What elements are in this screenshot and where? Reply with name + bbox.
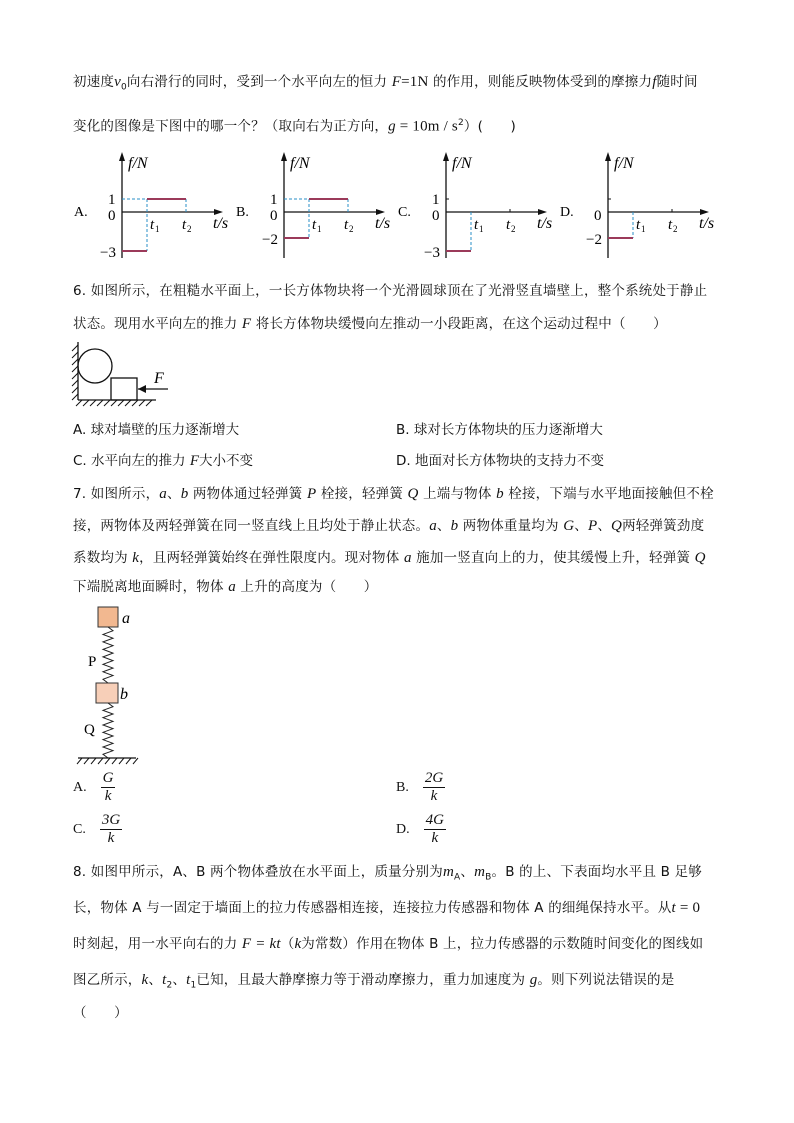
sub-A: A [454,872,461,883]
text: 两轻弹簧劲度 [622,518,705,534]
v0-sub: 0 [120,82,127,93]
option-label: D. [396,821,410,837]
text: 。则下列说法错误的是 [537,972,675,988]
label-a: a [122,610,130,627]
q8-line-4 [73,970,674,996]
sep: 、 [597,518,612,534]
text: 变化的图像是下图中的哪一个？（取向右为正方向， [73,118,389,135]
t1-sub: 1 [641,224,646,234]
text: 接，两物体及两轻弹簧在同一竖直线上且均处于静止状态。 [73,518,430,534]
denominator: k [107,830,115,846]
y-tick-label: 1 [432,192,440,208]
q6-line-1: 6. 如图所示，在粗糙水平面上，一长方体物块将一个光滑圆球顶在了光滑竖直墙壁上，整个系统处于静止 [73,283,708,299]
option-label: A. [74,205,88,220]
q7-option-C[interactable] [73,812,122,847]
f-symbol: f [652,74,657,90]
force-value: =1N [401,74,429,90]
sep: 、 [574,518,588,534]
arrow-head-icon [138,385,146,393]
numerator: 2G [424,770,444,786]
a-symbol: a [228,579,236,595]
sep: 、 [166,486,181,502]
graph-D-svg [556,148,726,263]
q7-option-A[interactable] [73,770,115,805]
text: 下端脱离地面瞬时，物体 [73,579,229,595]
fraction [100,812,122,847]
t1-label: t [474,217,479,233]
text: 将长方体物块缓慢向左推动一小段距离，在这个运动过程中（ ） [251,316,667,332]
F-symbol: F [241,936,252,952]
text: （ [280,936,295,952]
P-symbol: P [587,518,598,534]
y-tick-label: −2 [586,232,602,248]
ball [78,349,112,383]
text: 施加一竖直向上的力，使其缓慢上升，轻弹簧 [411,550,695,566]
option-label: A. [73,779,87,795]
t1-label: t [312,217,317,233]
force-label: F [154,370,164,387]
block [111,378,137,400]
y-axis-arrow-icon [443,152,449,161]
Q-symbol: Q [694,550,706,566]
fraction [424,812,446,847]
spring-figure [72,603,172,772]
text: 系数均为 [73,550,133,566]
g-value: = 10m / s [395,118,458,135]
F-symbol: F [241,316,252,332]
sep: 、 [436,518,451,534]
text: 两物体通过轻弹簧 [188,486,307,502]
wall-ball-block-svg [68,337,178,412]
option-label: D. [560,205,574,220]
numerator: G [102,770,114,786]
text: 8. 如图甲所示，A、B 两个物体叠放在水平面上，质量分别为 [73,864,443,880]
b-symbol: b [180,486,189,502]
q6-option-C[interactable] [73,451,253,471]
G-symbol: G [563,518,575,534]
y-tick-label: 0 [432,208,440,224]
wall-ball-block-figure [68,337,178,416]
t1-sub: 1 [317,224,322,234]
x-axis-label: t/s [213,215,229,232]
q7-line-4 [73,577,377,597]
y-axis-arrow-icon [119,152,125,161]
graph-B [232,148,402,267]
t2-sub: 2 [349,224,354,234]
text: 两物体重量均为 [458,518,564,534]
sub: 1 [190,980,197,991]
g-symbol: g [529,972,538,988]
label-P: P [88,654,97,670]
k-symbol: k [141,972,149,988]
text: 上升的高度为（ ） [235,579,378,595]
graph-A-svg [70,148,240,263]
m-symbol: m [442,864,455,880]
ground-hatch [77,758,138,764]
text: 初速度 [73,74,115,90]
y-tick-label: 1 [108,192,116,208]
x-axis-label: t/s [537,215,553,232]
text: 图乙所示， [73,972,142,988]
graph-C-svg [394,148,564,263]
text: 长，物体 A 与一固定于墙面上的拉力传感器相连接，连接拉力传感器和物体 A 的细绳保持水平。从 [73,900,672,916]
t1-symbol: t [186,972,191,988]
fraction [423,770,445,805]
q8-line-5: （ ） [73,1005,128,1021]
t2-label: t [506,217,511,233]
label-b: b [120,686,128,703]
q7-line-2 [73,516,704,536]
x-axis-label: t/s [699,215,715,232]
numerator: 4G [425,812,444,828]
sep: 、 [460,864,475,880]
sub: 2 [166,980,173,991]
t2-sub: 2 [187,224,192,234]
y-tick-label: −2 [262,232,278,248]
y-tick-label: 0 [270,208,278,224]
option-label: B. [236,205,249,220]
y-tick-label: 1 [270,192,278,208]
t1-sub: 1 [479,224,484,234]
y-tick-label: −3 [100,245,116,261]
answer-blank: ）( ) [463,118,516,135]
t2-label: t [182,217,187,233]
q8-line-1 [73,862,702,888]
q6-option-B[interactable]: B. 球对长方体物块的压力逐渐增大 [396,422,603,438]
q8-line-2 [73,898,700,918]
spring-P [103,627,113,683]
k-symbol: k [132,550,140,566]
text: 栓接，下端与水平地面接触但不栓 [503,486,714,502]
sep: 、 [148,972,163,988]
text: 已知，且最大静摩擦力等于滑动摩擦力，重力加速度为 [196,972,530,988]
g-symbol: g [388,118,396,135]
Q-symbol: Q [407,486,419,502]
block-a [98,607,118,627]
denominator: k [104,788,112,804]
spring-svg [72,603,172,768]
t-symbol: t [671,900,676,916]
sub-B: B [485,872,492,883]
text: C. 水平向左的推力 [73,453,190,469]
equation: = kt [251,936,281,952]
t2-sub: 2 [511,224,516,234]
k-symbol: k [294,936,302,952]
y-axis-arrow-icon [605,152,611,161]
a-symbol: a [159,486,167,502]
text: 大小不变 [198,453,253,469]
wall-hatch [72,345,78,400]
F-symbol: F [189,453,199,469]
y-axis-arrow-icon [281,152,287,161]
t1-sub: 1 [155,224,160,234]
q7-option-B[interactable] [396,770,445,805]
text: 向右滑行的同时，受到一个水平向左的恒力 [126,74,392,90]
q5-line-2 [73,113,516,137]
numerator: 3G [101,812,121,828]
text: 上端与物体 [418,486,497,502]
t1-label: t [636,217,641,233]
m-symbol: m [474,864,486,880]
q6-option-D[interactable]: D. 地面对长方体物块的支持力不变 [396,453,604,469]
t2-symbol: t [162,972,167,988]
q7-option-D[interactable] [396,812,446,847]
option-label: C. [398,205,411,220]
option-label: B. [396,779,409,795]
y-tick-label: −3 [424,245,440,261]
F-symbol: F [391,74,402,90]
denominator: k [430,788,438,804]
sep: 、 [172,972,187,988]
v0-symbol: v [114,74,121,90]
text: 随时间 [656,74,698,90]
t2-sub: 2 [673,224,678,234]
t2-label: t [344,217,349,233]
spring-Q [103,703,113,758]
t2-label: t [668,217,673,233]
y-axis-label: f/N [452,155,472,172]
graph-A [70,148,240,267]
text: 7. 如图所示， [73,486,160,502]
block-b [96,683,118,703]
text: 为常数）作用在物体 B 上，拉力传感器的示数随时间变化的图线如 [301,936,704,952]
q8-line-3 [73,934,703,954]
y-axis-label: f/N [614,155,634,172]
x-axis-label: t/s [375,215,391,232]
text: 时刻起，用一水平向右的力 [73,936,242,952]
label-Q: Q [84,722,95,738]
q6-option-A[interactable]: A. 球对墙壁的压力逐渐增大 [73,422,240,438]
b-symbol: b [450,518,459,534]
text: 栓接，轻弹簧 [316,486,408,502]
P-symbol: P [306,486,317,502]
t1-label: t [150,217,155,233]
option-label: C. [73,821,86,837]
graph-C [394,148,564,267]
a-symbol: a [403,550,412,566]
exponent: 2 [457,118,464,128]
text: 的作用，则能反映物体受到的摩擦力 [428,74,653,90]
b-symbol: b [496,486,504,502]
q5-line-1 [73,72,698,98]
text: 。B 的上、下表面均水平且 B 足够 [491,864,702,880]
q7-line-1 [73,484,714,504]
text: 状态。现用水平向左的推力 [73,316,242,332]
denominator: k [431,830,439,846]
y-axis-label: f/N [128,155,148,172]
text: ，且两轻弹簧始终在弹性限度内。现对物体 [139,550,404,566]
a-symbol: a [429,518,437,534]
value: = 0 [675,900,701,916]
graph-D [556,148,726,267]
q6-line-2 [73,314,667,334]
fraction [101,770,116,805]
y-axis-label: f/N [290,155,310,172]
y-tick-label: 0 [594,208,602,224]
Q-symbol: Q [611,518,623,534]
q7-line-3 [73,548,706,568]
y-tick-label: 0 [108,208,116,224]
ground-hatch [76,400,152,406]
graph-B-svg [232,148,402,263]
